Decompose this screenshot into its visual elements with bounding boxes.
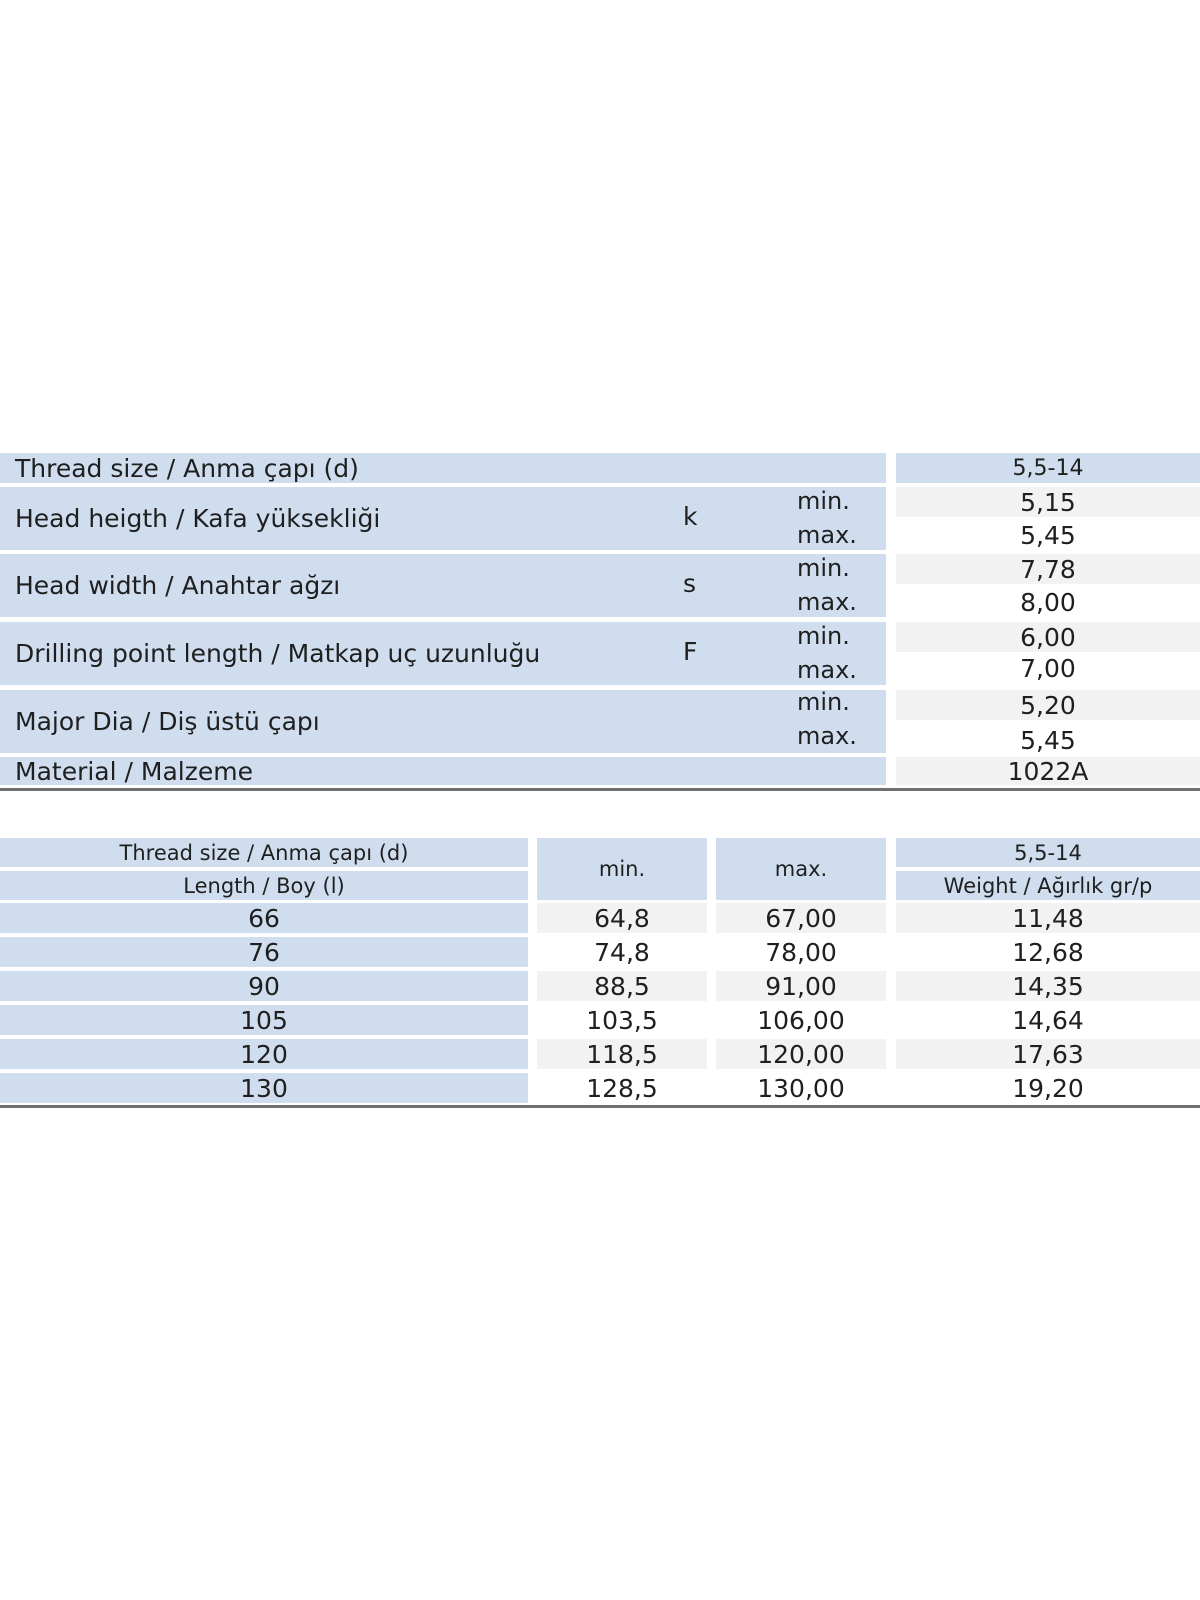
max-cell: 67,00 (716, 903, 886, 933)
spec-row-symbol: F (683, 637, 698, 666)
length-cell: 130 (0, 1073, 528, 1103)
spec-row-label: Head width / Anahtar ağzı (0, 554, 886, 617)
length-cell: 105 (0, 1005, 528, 1035)
table-divider (0, 788, 1200, 791)
max-cell: 78,00 (765, 937, 837, 967)
thread-size-label: Thread size / Anma çapı (d) (0, 453, 886, 483)
max-cell: 91,00 (716, 971, 886, 1001)
spec-row-symbol: s (683, 569, 697, 598)
header-thread-size: Thread size / Anma çapı (d) (0, 838, 528, 867)
spec-row-min-label: min. (797, 487, 850, 515)
length-cell: 120 (0, 1039, 528, 1069)
spec-row-max-value: 8,00 (1020, 587, 1076, 617)
header-length: Length / Boy (l) (0, 871, 528, 900)
min-cell: 64,8 (537, 903, 707, 933)
spec-row-max-label: max. (797, 588, 857, 616)
spec-row-min-value: 5,20 (896, 690, 1200, 720)
spec-row-max-label: max. (797, 722, 857, 750)
max-cell: 120,00 (716, 1039, 886, 1069)
spec-row-label: Major Dia / Diş üstü çapı (0, 690, 886, 753)
min-cell: 103,5 (586, 1005, 658, 1035)
length-cell: 90 (0, 971, 528, 1001)
spec-row-symbol: k (683, 502, 698, 531)
spec-row-max-label: max. (797, 521, 857, 549)
weight-cell: 14,35 (896, 971, 1200, 1001)
header-min: min. (537, 838, 707, 900)
max-cell: 130,00 (757, 1073, 845, 1103)
thread-size-value: 5,5-14 (896, 453, 1200, 483)
max-cell: 106,00 (757, 1005, 845, 1035)
material-value: 1022A (896, 757, 1200, 785)
spec-row-min-value: 5,15 (896, 487, 1200, 517)
weight-cell: 11,48 (896, 903, 1200, 933)
min-cell: 118,5 (537, 1039, 707, 1069)
header-weight: Weight / Ağırlık gr/p (896, 871, 1200, 900)
header-max: max. (716, 838, 886, 900)
weight-cell: 14,64 (1012, 1005, 1084, 1035)
spec-row-min-label: min. (797, 554, 850, 582)
min-cell: 74,8 (594, 937, 650, 967)
spec-row-max-value: 7,00 (1020, 653, 1076, 683)
weight-cell: 12,68 (1012, 937, 1084, 967)
spec-row-max-value: 5,45 (1020, 520, 1076, 550)
table-divider (0, 1105, 1200, 1108)
header-size-value: 5,5-14 (896, 838, 1200, 867)
spec-row-max-label: max. (797, 656, 857, 684)
min-cell: 88,5 (537, 971, 707, 1001)
weight-cell: 19,20 (1012, 1073, 1084, 1103)
length-cell: 66 (0, 903, 528, 933)
length-cell: 76 (0, 937, 528, 967)
spec-row-max-value: 5,45 (1020, 725, 1076, 755)
weight-cell: 17,63 (896, 1039, 1200, 1069)
spec-row-label: Drilling point length / Matkap uç uzunluğu (0, 622, 886, 685)
material-label: Material / Malzeme (0, 757, 886, 785)
spec-row-min-label: min. (797, 688, 850, 716)
spec-row-min-value: 6,00 (896, 622, 1200, 652)
spec-row-label: Head heigth / Kafa yüksekliği (0, 487, 886, 550)
spec-row-min-value: 7,78 (896, 554, 1200, 584)
min-cell: 128,5 (586, 1073, 658, 1103)
spec-row-min-label: min. (797, 622, 850, 650)
